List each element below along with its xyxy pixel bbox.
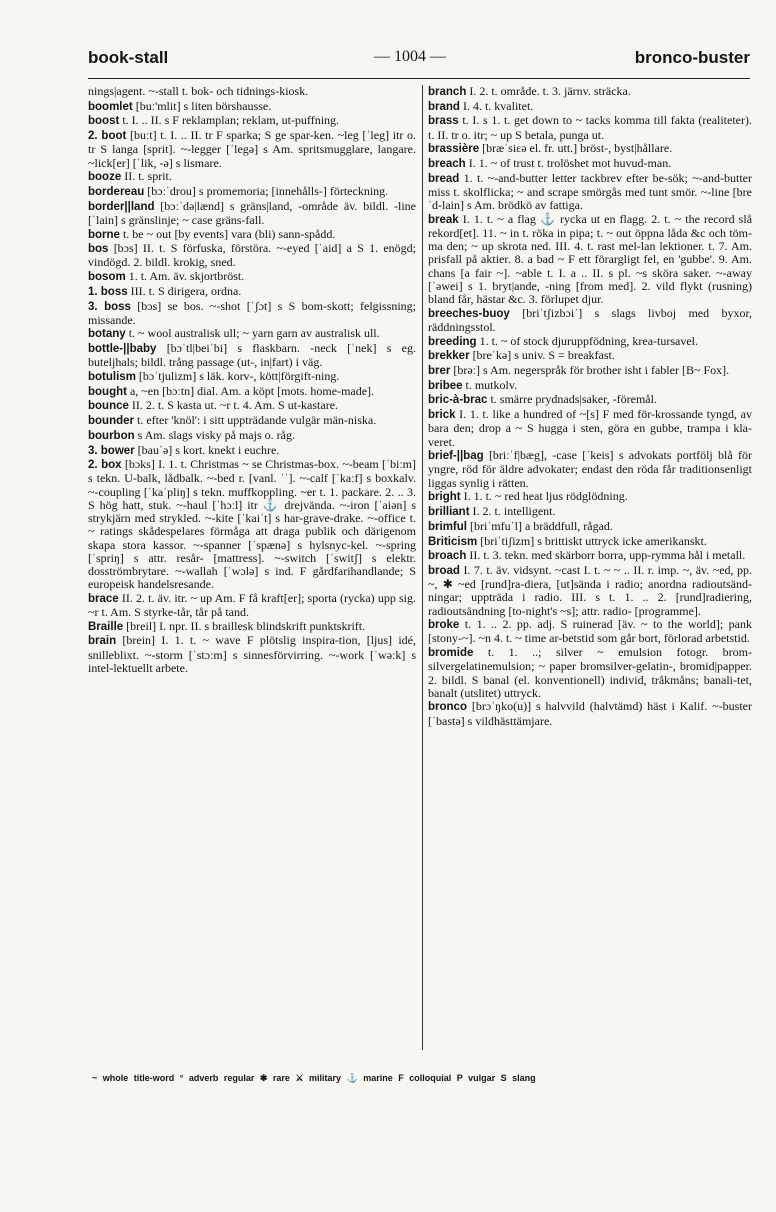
dictionary-entry bbox=[428, 114, 752, 141]
dictionary-entry bbox=[88, 129, 416, 170]
headword: branch bbox=[428, 86, 467, 98]
entry-definition: [bɔˈtjulizm] s läk. korv-, kött|förgift-ning. bbox=[138, 369, 340, 384]
dictionary-entry bbox=[88, 399, 416, 413]
entry-definition: I. 2. t. område. t. 3. järnv. sträcka. bbox=[469, 84, 631, 98]
entry-definition: [brein] I. 1. t. ~ wave F plötslig inspira-tion, [ljus] idé, snilleblixt. ~-storm [ˈstɔːm] s sinnesförvirring. ~-work [ˈwəːk] s intel-lektuellt arbete. bbox=[88, 633, 416, 675]
dictionary-entry bbox=[88, 270, 416, 284]
dictionary-entry bbox=[88, 114, 416, 128]
headword: bronco bbox=[428, 701, 467, 714]
entry-definition: I. 1. ~ of trust t. trolöshet mot huvud-man. bbox=[468, 156, 672, 171]
headword: bounder bbox=[88, 415, 134, 428]
page-number: — 1004 — bbox=[374, 48, 446, 65]
dictionary-entry bbox=[428, 490, 752, 504]
dictionary-entry bbox=[88, 620, 416, 634]
headword: bright bbox=[428, 491, 461, 504]
dictionary-entry bbox=[88, 100, 416, 114]
left-guide-word: book-stall bbox=[88, 48, 169, 67]
dictionary-entry bbox=[428, 393, 752, 407]
dictionary-entry bbox=[88, 429, 416, 443]
headword: bounce bbox=[88, 400, 129, 413]
dictionary-entry bbox=[428, 349, 752, 363]
dictionary-entry bbox=[88, 592, 416, 619]
dictionary-entry bbox=[88, 370, 416, 384]
dictionary-entry bbox=[88, 327, 416, 341]
entry-definition: t. efter 'knöl': i sitt uppträdande vulgär män-niska. bbox=[137, 413, 377, 428]
dictionary-entry bbox=[428, 449, 752, 490]
entry-definition: [buː'mlit] s liten börshausse. bbox=[135, 98, 272, 113]
headword: breeding bbox=[428, 335, 477, 348]
headword: bribee bbox=[428, 379, 463, 392]
entry-definition: I. 1. t. like a hundred of ~[s] F med för-krossande tyngd, av bara den; drop a ~ S hugga i sten, göra en gubbe, trampa i kla-veret. bbox=[428, 407, 753, 449]
headword: botany bbox=[88, 328, 126, 341]
dictionary-entry bbox=[88, 458, 416, 591]
headword: bric-à-brac bbox=[428, 394, 488, 407]
dictionary-entry bbox=[428, 335, 752, 349]
entry-definition: [bɔs] se bos. ~-shot [ˈʃɔt] s S bom-skott; felgissning; missande. bbox=[88, 298, 416, 327]
entry-definition: [breˈkə] s univ. S = breakfast. bbox=[472, 348, 615, 363]
headword: bos bbox=[88, 243, 109, 256]
entry-definition: [bauˈə] s kort. knekt i euchre. bbox=[137, 442, 280, 457]
headword: brekker bbox=[428, 350, 470, 363]
headword: breach bbox=[428, 158, 466, 171]
headword: border||land bbox=[88, 200, 155, 213]
dictionary-entry bbox=[428, 646, 752, 700]
headword: 2. boot bbox=[88, 130, 127, 143]
entry-definition: t. 1. .. 2. pp. adj. S ruinerad [äv. ~ to the world]; pank [stony-~]. ~n 4. t. ~ time ar-betstid som går bort, förlorad arbetstid. bbox=[428, 617, 752, 646]
headword: bought bbox=[88, 385, 127, 398]
headword: botulism bbox=[88, 371, 136, 384]
dictionary-entry bbox=[428, 213, 752, 306]
entry-definition: nings|agent. ~-stall t. bok- och tidnings-kiosk. bbox=[88, 84, 309, 98]
entry-definition: t. be ~ out [by events] vara (bli) sann-spådd. bbox=[122, 226, 336, 241]
headword: Briticism bbox=[428, 535, 478, 548]
dictionary-entry bbox=[428, 408, 752, 449]
entry-definition: t. I. s 1. t. get down to ~ tacks komma till fakta (realiteter). t. II. tr o. itr; ~ up S betala, punga ut. bbox=[428, 113, 752, 142]
dictionary-entry bbox=[88, 170, 416, 184]
dictionary-entry bbox=[88, 385, 416, 399]
dictionary-entry bbox=[428, 157, 752, 171]
entry-definition: II. 2. t. S kasta ut. ~r t. 4. Am. S ut-kastare. bbox=[131, 398, 339, 413]
headword: brain bbox=[88, 635, 117, 648]
dictionary-entry bbox=[88, 200, 416, 227]
headword: broach bbox=[428, 550, 467, 563]
headword: 3. boss bbox=[88, 300, 131, 313]
entry-definition: I. 4. t. kvalitet. bbox=[462, 98, 534, 113]
headword: brass bbox=[428, 115, 459, 128]
dictionary-entry bbox=[88, 242, 416, 269]
headword: brand bbox=[428, 100, 460, 113]
entry-definition: II. t. sprit. bbox=[124, 169, 172, 184]
dictionary-entry bbox=[428, 505, 752, 519]
headword: brief-||bag bbox=[428, 450, 484, 463]
entry-definition: a, ~en [bɔːtn] dial. Am. a köpt [mots. home-made]. bbox=[129, 383, 375, 398]
dictionary-entry bbox=[88, 414, 416, 428]
dictionary-entry bbox=[88, 85, 416, 99]
entry-definition: I. 1. t. ~ a flag ⚓ rycka ut en flagg. 2. t. ~ the record slå rekord[et]. 11. ~ in t. röka in pipa; t. ~ out öppna låda &c och töm-ma den; ~ up skrota ned. III. 4. t. rast mel-lan lektioner. t. 7. Am. prisfall på aktier. 8. a bad ~ F ett förargligt fel, en 'gubbe'. 9. Am. chans [a fair ~]. ~able t. I. a .. II. s pl. ~s sköra saker. ~-away [ˈəwei] s 1. bryt|ande, -ning [from med]. 2. vild flykt (rusning) bland får, hästar &c. 3. förlupet djur. bbox=[428, 211, 753, 307]
entry-definition: t. smärre prydnads|saker, -föremål. bbox=[490, 392, 657, 407]
headword: bottle-||baby bbox=[88, 343, 157, 356]
dictionary-entry bbox=[428, 549, 752, 563]
entry-definition: s Am. slags visky på majs o. råg. bbox=[137, 427, 295, 442]
dictionary-entry bbox=[88, 444, 416, 458]
entry-definition: I. 2. t. intelligent. bbox=[472, 504, 556, 519]
entry-definition: 1. t. ~-and-butter letter tackbrev efter be-sök; ~-and-butter miss t. skolflicka; ~ and scrape smörgås med tunt smör. ~-line [breˈd-lain] s Am. brödkö av fattiga. bbox=[428, 170, 752, 213]
headword: bourbon bbox=[88, 429, 135, 442]
headword: 3. bower bbox=[88, 444, 135, 457]
headword: Braille bbox=[88, 620, 124, 633]
headword: brer bbox=[428, 365, 451, 378]
headword: boomlet bbox=[88, 100, 133, 113]
entry-definition: III. t. S dirigera, ordna. bbox=[130, 283, 242, 298]
dictionary-entry bbox=[428, 618, 752, 645]
entry-definition: [bɔːˈdə|lænd] s gräns|land, -område äv. bildl. -line [ˈlain] s gränslinje; ~ case gräns-fall. bbox=[88, 198, 416, 227]
left-column bbox=[88, 85, 416, 676]
dictionary-entry bbox=[88, 185, 416, 199]
dictionary-entry bbox=[88, 285, 416, 299]
entry-definition: t. I. .. II. s F reklamplan; reklam, ut-puffning. bbox=[122, 113, 340, 128]
dictionary-entry bbox=[428, 700, 752, 727]
headword: bromide bbox=[428, 647, 474, 660]
entry-definition: I. 1. t. ~ red heat ljus rödglödning. bbox=[463, 489, 628, 504]
entry-definition: [bɔks] I. 1. t. Christmas ~ se Christmas-box. ~-beam [ˈbiːm] s tekn. U-balk, lådbalk. ~-bed r. [vanl. ˈˈ]. ~-calf [ˈkaːf] s boxkalv. ~-coupling [ˈkaˈpliŋ] s tekn. muffkoppling. ~er t. 1. packare. 2. .. 3. S hög hatt, stuk. ~-haul [ˈhɔːl] itr ⚓ drejvända. ~-iron [ˈaiən] s strykjärn med strykled. ~-kite [ˈkaiˈt] s har-grave-drake. ~-office t. ~ ratings skådespelares förmåga att draga publik och därigenom skapa stora kassor. ~-spanner [ˈspænə] s hylsnyc-kel. ~-spring [ˈspriŋ] s attr. resår- [mattress]. ~-switch [ˈswitʃ] s elektr. dosströmbrytare. ~-wallah [ˈwɔlə] s ind. F gårdfarihandlande; S europeisk handelsresande. bbox=[88, 457, 417, 592]
entry-definition: I. 7. t. äv. vidsynt. ~cast I. t. ~ ~ .. II. r. imp. ~, äv. ~ed, pp. ~, ✱ ~ed [rund]ra-diera, [ut]sända i radio; anordna radioutsänd-ningar; uppträda i radio. III. s t. 1. .. 2. [rund]radiering, radioutsändning [to-night's ~s]; attr. radio- [programme]. bbox=[428, 562, 753, 618]
entry-definition: [breil] I. npr. II. s braillesk blindskrift punktskrift. bbox=[126, 618, 366, 633]
headword: bordereau bbox=[88, 185, 145, 198]
entry-definition: 1. t. Am. äv. skjortbröst. bbox=[128, 269, 245, 284]
dictionary-entry bbox=[428, 520, 752, 534]
dictionary-entry bbox=[428, 172, 752, 213]
entry-definition: t. 1. ..; silver ~ emulsion fotogr. brom-silvergelatinemulsion; ~ paper bromsilver-gelatin-, bromid|papper. 2. bildl. S banal (el. konventionell) individ, tråkmåns; banali-tet, banalt (utslitet) uttryck. bbox=[428, 645, 753, 700]
dictionary-entry bbox=[428, 142, 752, 156]
abbreviation-legend: ~ whole title-word ° adverb regular ✱ rare ⚔ military ⚓ marine F colloquial P vulgar S slang bbox=[92, 1073, 536, 1083]
entry-definition: II. 2. t. äv. itr. ~ up Am. F få kraft[er]; sporta (rycka) upp sig. ~r t. Am. S styrke-tår, tår på tand. bbox=[88, 590, 416, 620]
headword: bread bbox=[428, 172, 460, 185]
headword: break bbox=[428, 213, 459, 226]
header-rule bbox=[88, 78, 750, 79]
entry-definition: [bɔːˈdrou] s promemoria; [innehålls-] förteckning. bbox=[147, 183, 389, 198]
headword: brilliant bbox=[428, 506, 470, 519]
entry-definition: II. t. 3. tekn. med skärborr borra, upp-rymma hål i metall. bbox=[469, 548, 746, 563]
dictionary-entry bbox=[428, 379, 752, 393]
dictionary-entry bbox=[428, 535, 752, 549]
headword: broad bbox=[428, 564, 460, 577]
entry-definition: t. ~ wool australisk ull; ~ yarn garn av australisk ull. bbox=[128, 326, 380, 341]
entry-definition: [brɔˈŋko(u)] s halvvild (halvtämd) häst i Kalif. ~-buster [ˈbastə] s vildhästtämjare. bbox=[428, 699, 752, 728]
right-guide-word: bronco-buster bbox=[634, 48, 750, 67]
dictionary-entry bbox=[88, 342, 416, 369]
dictionary-entry bbox=[428, 364, 752, 378]
entry-definition: [briˈmfuˈl] a bräddfull, rågad. bbox=[469, 518, 613, 533]
dictionary-entry bbox=[88, 300, 416, 327]
entry-definition: [briːˈf|bæg], -case [ˈkeis] s advokats portfölj blå för yngre, röd för äldre advokater; endast den röda får traditionsenligt liggas synlig i rätten. bbox=[428, 448, 752, 490]
entry-definition: t. mutkolv. bbox=[465, 377, 518, 392]
right-column bbox=[428, 85, 752, 728]
dictionary-entry bbox=[428, 564, 752, 618]
headword: brace bbox=[88, 592, 119, 605]
headword: 2. box bbox=[88, 459, 122, 472]
dictionary-entry bbox=[428, 100, 752, 114]
headword: bosom bbox=[88, 271, 126, 284]
headword: borne bbox=[88, 228, 120, 241]
dictionary-entry bbox=[88, 228, 416, 242]
headword: booze bbox=[88, 171, 122, 184]
headword: boost bbox=[88, 115, 120, 128]
dictionary-entry bbox=[88, 634, 416, 675]
headword: brimful bbox=[428, 520, 467, 533]
headword: breeches-buoy bbox=[428, 307, 510, 320]
dictionary-entry bbox=[428, 85, 752, 99]
column-divider bbox=[422, 85, 423, 1050]
entry-definition: [briˈtiʃizm] s brittiskt uttryck icke amerikanskt. bbox=[480, 533, 707, 548]
headword: 1. boss bbox=[88, 285, 128, 298]
entry-definition: [bræˈsiɛə el. fr. utt.] bröst-, byst|hållare. bbox=[482, 141, 673, 156]
entry-definition: [bɔs] II. t. S förfuska, förstöra. ~-eyed [ˈaid] a S 1. enögd; vindögd. 2. bildl. krokig, sned. bbox=[88, 241, 416, 270]
entry-definition: [buːt] t. I. .. II. tr F sparka; S ge spar-ken. ~leg [ˈleg] itr o. tr S langa [sprit]. ~-legger [ˈlegə] s Am. spritsmugglare, langare. ~lick[er] [ˈlik, -ə] s lismare. bbox=[88, 128, 416, 170]
headword: broke bbox=[428, 619, 460, 632]
headword: brassière bbox=[428, 143, 480, 156]
entry-definition: [briˈtʃizbɔiˈ] s slags livboj med byxor, räddningsstol. bbox=[428, 305, 753, 334]
entry-definition: [brəː] s Am. negerspråk för brother isht i fabler [B~ Fox]. bbox=[453, 363, 730, 378]
headword: brick bbox=[428, 409, 456, 422]
entry-definition: 1. t. ~ of stock djuruppfödning, krea-tursavel. bbox=[479, 333, 699, 348]
dictionary-entry bbox=[428, 307, 752, 334]
entry-definition: [bɔˈtl|beiˈbi] s flaskbarn. -neck [ˈnek] s eg. buteljhals; bildl. trång passage (ut-, in|fart) i väg. bbox=[88, 341, 417, 370]
